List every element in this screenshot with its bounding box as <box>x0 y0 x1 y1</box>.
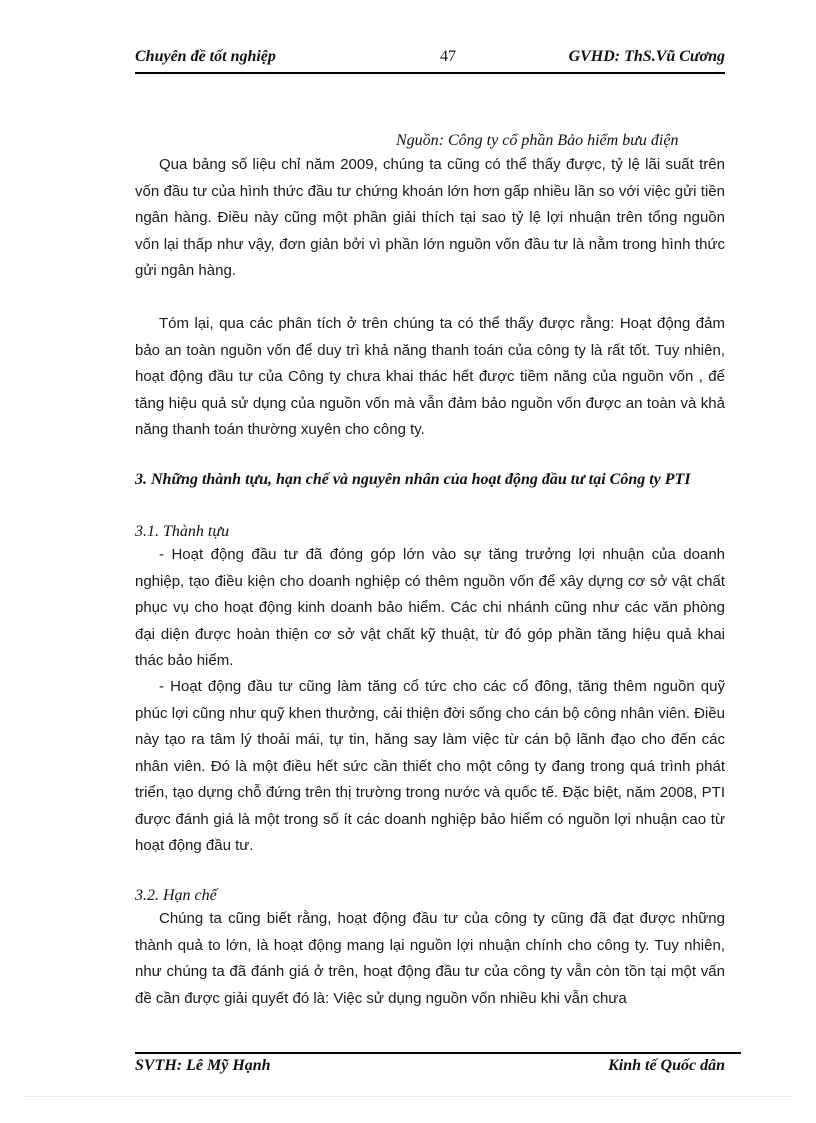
header-title: Chuyên đề tốt nghiệp <box>135 48 276 65</box>
paragraph-5: Chúng ta cũng biết rằng, hoạt động đầu tư của công ty cũng đã đạt được những thành quả to lớn, là hoạt động mang lại nguồn lợi nhuận chính cho công ty. Tuy nhiên, như chúng ta đã đánh giá ở trên, hoạt động đầu tư của công ty vẫn còn tồn tại một vấn đề cần được giải quyết đó là: Việc sử dụng nguồn vốn nhiều khi vẫn chưa <box>135 910 725 1007</box>
paragraph-3: - Hoạt động đầu tư đã đóng góp lớn vào sự tăng trưởng lợi nhuận của doanh nghiệp, tạo điều kiện cho doanh nghiệp có thêm nguồn vốn để xây dựng cơ sở vật chất phục vụ cho hoạt động kinh doanh bảo hiểm. Các chi nhánh cũng như các văn phòng đại diện được hoàn thiện cơ sở vật chất kỹ thuật, từ đó góp phần tăng hiệu quả khai thác bảo hiểm. <box>135 546 725 669</box>
page-footer <box>135 1057 725 1081</box>
header-supervisor: GVHD: ThS.Vũ Cương <box>568 48 725 65</box>
paragraph-2: Tóm lại, qua các phân tích ở trên chúng ta có thể thấy được rằng: Hoạt động đảm bảo an toàn nguồn vốn để duy trì khả năng thanh toán của công ty là rất tốt. Tuy nhiên, hoạt động đầu tư của Công ty chưa khai thác hết được tiềm năng của nguồn vốn , để tăng hiệu quả sử dụng của nguồn vốn mà vẫn đảm bảo nguồn vốn được an toàn và khả năng thanh toán thường xuyên cho công ty. <box>135 315 725 438</box>
header-rule <box>135 72 725 74</box>
page-bottom-border <box>25 1096 791 1097</box>
footer-student: SVTH: Lê Mỹ Hạnh <box>135 1057 271 1074</box>
footer-department: Kinh tế Quốc dân <box>608 1057 725 1074</box>
subheading-achievements: 3.1. Thành tựu <box>135 523 230 540</box>
footer-rule <box>135 1052 741 1054</box>
paragraph-4: - Hoạt động đầu tư cũng làm tăng cổ tức cho các cổ đông, tăng thêm nguồn quỹ phúc lợi cũng như quỹ khen thưởng, cải thiện đời sống cho cán bộ công nhân viên. Điều này tạo ra tâm lý thoải mái, tự tin, hăng say làm việc từ cán bộ lãnh đạo cho đến các nhân viên. Đó là một điều hết sức cần thiết cho một công ty đang trong quá trình phát triển, tạo dựng chỗ đứng trên thị trường trong nước và quốc tế. Đặc biệt, năm 2008, PTI được đánh giá là một trong số ít các doanh nghiệp bảo hiểm có nguồn lợi nhuận cao từ hoạt động đầu tư. <box>135 678 725 854</box>
page-number: 47 <box>440 48 456 65</box>
paragraph-1: Qua bảng số liệu chỉ năm 2009, chúng ta cũng có thể thấy được, tỷ lệ lãi suất trên vốn đầu tư của hình thức đầu tư chứng khoán lớn hơn gấp nhiều lần so với việc gửi tiền ngân hàng. Điều này cũng một phần giải thích tại sao tỷ lệ lợi nhuận trên tổng nguồn vốn lại thấp như vậy, đơn giản bởi vì phần lớn nguồn vốn đầu tư là nằm trong hình thức gửi ngân hàng. <box>135 156 725 279</box>
section-3-title: 3. Những thành tựu, hạn chế và nguyên nhân của hoạt động đầu tư tại Công ty PTI <box>135 471 691 488</box>
source-note: Nguồn: Công ty cổ phần Bảo hiểm bưu điện <box>396 132 679 149</box>
page-header <box>135 48 725 72</box>
subheading-limitations: 3.2. Hạn chế <box>135 887 217 904</box>
